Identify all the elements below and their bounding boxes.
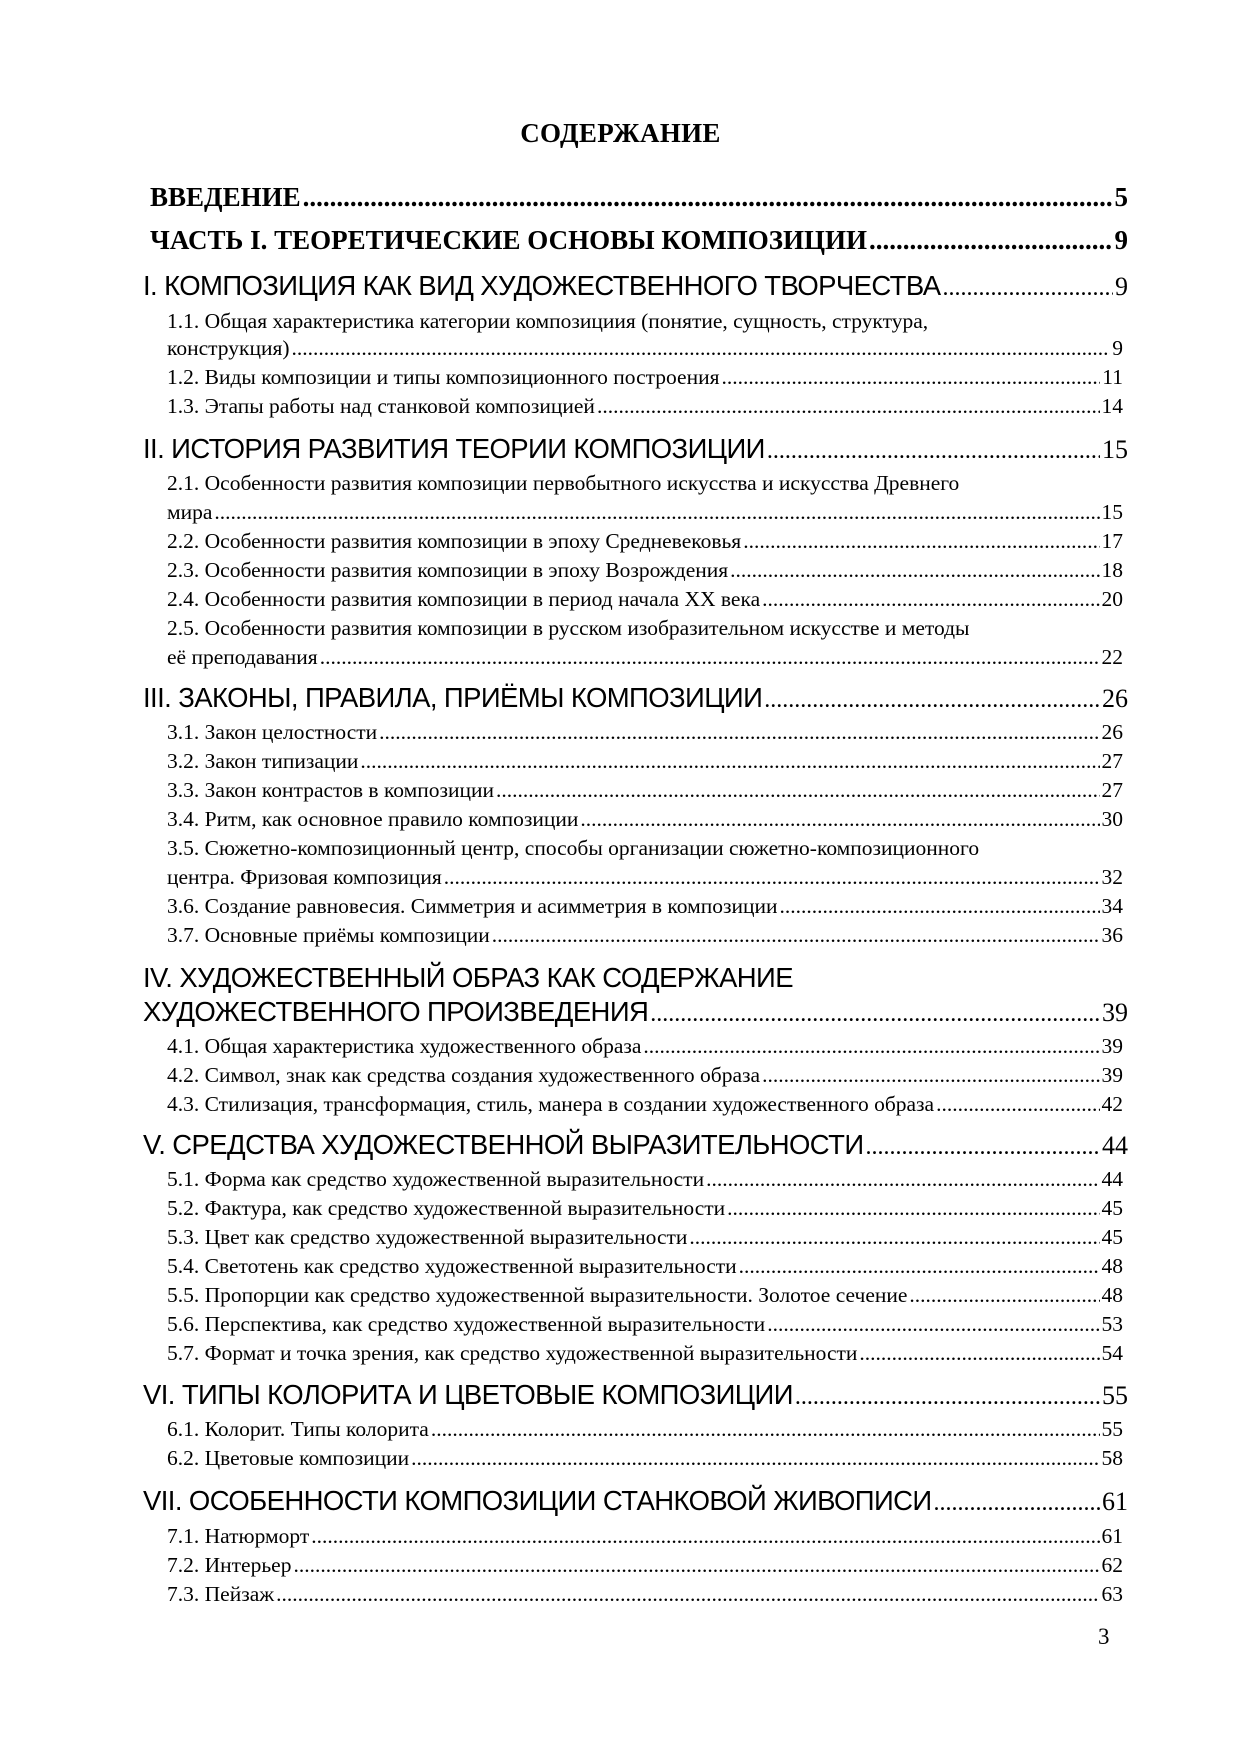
toc-entry-label: III. ЗАКОНЫ, ПРАВИЛА, ПРИЁМЫ КОМПОЗИЦИИ bbox=[143, 682, 763, 713]
toc-entry-label: 3.2. Закон типизации bbox=[167, 749, 359, 773]
dot-leader bbox=[909, 1283, 1099, 1308]
toc-section-3-5-line1[interactable]: 3.5. Сюжетно-композиционный центр, способы организации сюжетно-композиционного bbox=[167, 836, 980, 860]
dot-leader bbox=[689, 1225, 1099, 1250]
toc-entry-page: 27 bbox=[1101, 749, 1123, 773]
toc-entry-page: 44 bbox=[1101, 1167, 1123, 1191]
dot-leader bbox=[859, 1341, 1099, 1366]
toc-entry-label: 1.2. Виды композиции и типы композиционного построения bbox=[167, 365, 720, 389]
toc-entry-page: 15 bbox=[1102, 435, 1128, 464]
toc-section-3-1[interactable] bbox=[167, 720, 1123, 745]
dot-leader bbox=[411, 1446, 1099, 1471]
toc-entry-label: ХУДОЖЕСТВЕННОГО ПРОИЗВЕДЕНИЯ bbox=[143, 996, 649, 1027]
toc-entry-page: 22 bbox=[1101, 645, 1123, 669]
toc-section-5-3[interactable] bbox=[167, 1225, 1123, 1250]
toc-entry-page: 27 bbox=[1101, 778, 1123, 802]
toc-entry-page: 54 bbox=[1101, 1341, 1123, 1365]
toc-entry-label: 5.2. Фактура, как средство художественной выразительности bbox=[167, 1196, 726, 1220]
dot-leader bbox=[795, 1384, 1100, 1411]
toc-section-7-1[interactable] bbox=[167, 1524, 1123, 1549]
dot-leader bbox=[303, 182, 1113, 213]
dot-leader bbox=[739, 1254, 1100, 1279]
dot-leader bbox=[936, 1092, 1099, 1117]
toc-entry-page: 11 bbox=[1102, 365, 1123, 389]
toc-section-3-6[interactable] bbox=[167, 894, 1123, 919]
toc-entry-page: 17 bbox=[1101, 529, 1123, 553]
dot-leader bbox=[942, 275, 1113, 302]
toc-entry-label: 5.6. Перспектива, как средство художественной выразительности bbox=[167, 1312, 766, 1336]
toc-entry-label: 5.4. Светотень как средство художественной выразительности bbox=[167, 1254, 737, 1278]
toc-entry-page: 14 bbox=[1101, 394, 1123, 418]
dot-leader bbox=[730, 558, 1099, 583]
toc-entry-label: I. КОМПОЗИЦИЯ КАК ВИД ХУДОЖЕСТВЕННОГО ТВОРЧЕСТВА bbox=[143, 270, 941, 301]
toc-section-2-4[interactable] bbox=[167, 587, 1123, 612]
dot-leader bbox=[292, 336, 1111, 361]
toc-chapter-6[interactable] bbox=[143, 1379, 1128, 1411]
toc-entry-label: 7.1. Натюрморт bbox=[167, 1524, 310, 1548]
toc-entry-label: 3.3. Закон контрастов в композиции bbox=[167, 778, 495, 802]
toc-entry-page: 44 bbox=[1102, 1131, 1128, 1160]
toc-entry-label: 6.2. Цветовые композиции bbox=[167, 1446, 410, 1470]
dot-leader bbox=[762, 587, 1099, 612]
dot-leader bbox=[444, 865, 1100, 890]
toc-entry-page: 39 bbox=[1101, 1063, 1123, 1087]
toc-chapter-1[interactable] bbox=[143, 270, 1128, 302]
dot-leader bbox=[767, 438, 1100, 465]
toc-entry-page: 63 bbox=[1101, 1582, 1123, 1606]
toc-section-2-5[interactable] bbox=[167, 645, 1123, 670]
dot-leader bbox=[762, 1063, 1099, 1088]
toc-section-1-3[interactable] bbox=[167, 394, 1123, 419]
toc-entry-page: 48 bbox=[1101, 1283, 1123, 1307]
toc-section-3-2[interactable] bbox=[167, 749, 1123, 774]
toc-entry-page: 61 bbox=[1102, 1487, 1128, 1516]
dot-leader bbox=[650, 1001, 1100, 1028]
dot-leader bbox=[743, 529, 1099, 554]
dot-leader bbox=[379, 720, 1099, 745]
toc-section-3-5[interactable] bbox=[167, 865, 1123, 890]
dot-leader bbox=[865, 1134, 1100, 1161]
toc-section-5-2[interactable] bbox=[167, 1196, 1123, 1221]
dot-leader bbox=[934, 1490, 1100, 1517]
dot-leader bbox=[214, 500, 1099, 525]
toc-entry-page: 5 bbox=[1114, 182, 1128, 212]
toc-entry-page: 45 bbox=[1101, 1225, 1123, 1249]
dot-leader bbox=[276, 1582, 1099, 1607]
dot-leader bbox=[780, 894, 1100, 919]
toc-entry-page: 61 bbox=[1101, 1524, 1123, 1548]
dot-leader bbox=[496, 778, 1099, 803]
toc-entry-label: центра. Фризовая композиция bbox=[167, 865, 442, 889]
toc-entry-page: 9 bbox=[1114, 225, 1128, 255]
dot-leader bbox=[721, 365, 1100, 390]
dot-leader bbox=[643, 1034, 1099, 1059]
toc-entry-label: ЧАСТЬ I. ТЕОРЕТИЧЕСКИЕ ОСНОВЫ КОМПОЗИЦИИ bbox=[150, 225, 868, 255]
toc-entry-page: 62 bbox=[1101, 1553, 1123, 1577]
toc-entry-label: 2.2. Особенности развития композиции в эпоху Средневековья bbox=[167, 529, 742, 553]
toc-entry-page: 15 bbox=[1101, 500, 1123, 524]
toc-entry-page: 18 bbox=[1101, 558, 1123, 582]
toc-section-5-6[interactable] bbox=[167, 1312, 1123, 1337]
toc-entry-page: 58 bbox=[1101, 1446, 1123, 1470]
toc-entry-page: 55 bbox=[1101, 1417, 1123, 1441]
toc-section-5-5[interactable] bbox=[167, 1283, 1123, 1308]
toc-entry-label: 5.5. Пропорции как средство художественной выразительности. Золотое сечение bbox=[167, 1283, 908, 1307]
toc-section-7-3[interactable] bbox=[167, 1582, 1123, 1607]
toc-entry-page: 9 bbox=[1115, 272, 1128, 301]
dot-leader bbox=[431, 1417, 1100, 1442]
toc-section-5-4[interactable] bbox=[167, 1254, 1123, 1279]
toc-entry-label: ВВЕДЕНИЕ bbox=[150, 182, 301, 212]
dot-leader bbox=[767, 1312, 1099, 1337]
toc-section-2-2[interactable] bbox=[167, 529, 1123, 554]
toc-entry-page: 26 bbox=[1102, 684, 1128, 713]
toc-entry-page: 39 bbox=[1102, 998, 1128, 1027]
toc-entry-label: 4.1. Общая характеристика художественного образа bbox=[167, 1034, 642, 1058]
toc-section-6-1[interactable] bbox=[167, 1417, 1123, 1442]
toc-entry-page: 20 bbox=[1101, 587, 1123, 611]
toc-entry-label: 5.3. Цвет как средство художественной выразительности bbox=[167, 1225, 688, 1249]
toc-entry-label: 3.4. Ритм, как основное правило композиции bbox=[167, 807, 579, 831]
toc-section-1-2[interactable] bbox=[167, 365, 1123, 390]
toc-section-2-5-line1[interactable]: 2.5. Особенности развития композиции в русском изобразительном искусстве и методы bbox=[167, 616, 970, 640]
dot-leader bbox=[311, 1524, 1099, 1549]
toc-entry-label: 2.3. Особенности развития композиции в эпоху Возрождения bbox=[167, 558, 729, 582]
toc-entry-introduction[interactable] bbox=[150, 182, 1128, 213]
toc-entry-page: 34 bbox=[1101, 894, 1123, 918]
dot-leader bbox=[764, 687, 1100, 714]
toc-section-5-7[interactable] bbox=[167, 1341, 1123, 1366]
toc-entry-page: 42 bbox=[1101, 1092, 1123, 1116]
dot-leader bbox=[580, 807, 1099, 832]
toc-entry-label: II. ИСТОРИЯ РАЗВИТИЯ ТЕОРИИ КОМПОЗИЦИИ bbox=[143, 433, 765, 464]
toc-chapter-7[interactable] bbox=[143, 1485, 1128, 1517]
toc-chapter-5[interactable] bbox=[143, 1129, 1128, 1161]
toc-entry-page: 39 bbox=[1101, 1034, 1123, 1058]
toc-entry-label: конструкция) bbox=[167, 336, 290, 360]
toc-entry-page: 53 bbox=[1101, 1312, 1123, 1336]
toc-entry-label: 5.7. Формат и точка зрения, как средство художественной выразительности bbox=[167, 1341, 858, 1365]
toc-entry-page: 36 bbox=[1101, 923, 1123, 947]
toc-entry-label: VII. ОСОБЕННОСТИ КОМПОЗИЦИИ СТАНКОВОЙ ЖИВОПИСИ bbox=[143, 1485, 932, 1516]
page-number: 3 bbox=[1098, 1624, 1110, 1649]
toc-entry-label: V. СРЕДСТВА ХУДОЖЕСТВЕННОЙ ВЫРАЗИТЕЛЬНОСТИ bbox=[143, 1129, 864, 1160]
toc-entry-label: 7.2. Интерьер bbox=[167, 1553, 292, 1577]
toc-entry-label: 1.3. Этапы работы над станковой композицией bbox=[167, 394, 595, 418]
dot-leader bbox=[293, 1553, 1099, 1578]
page-title: СОДЕРЖАНИЕ bbox=[520, 118, 721, 148]
dot-leader bbox=[869, 225, 1112, 256]
toc-entry-label: 3.7. Основные приёмы композиции bbox=[167, 923, 490, 947]
toc-section-4-1[interactable] bbox=[167, 1034, 1123, 1059]
toc-entry-part-1[interactable] bbox=[150, 225, 1128, 256]
toc-section-2-3[interactable] bbox=[167, 558, 1123, 583]
toc-section-5-1[interactable] bbox=[167, 1167, 1123, 1192]
toc-chapter-3[interactable] bbox=[143, 682, 1128, 714]
toc-section-4-3[interactable] bbox=[167, 1092, 1123, 1117]
toc-section-1-1-line1[interactable]: 1.1. Общая характеристика категории композициия (понятие, сущность, структура, bbox=[167, 309, 929, 333]
toc-chapter-4-line1[interactable]: IV. ХУДОЖЕСТВЕННЫЙ ОБРАЗ КАК СОДЕРЖАНИЕ bbox=[143, 962, 793, 993]
toc-entry-page: 45 bbox=[1101, 1196, 1123, 1220]
toc-section-6-2[interactable] bbox=[167, 1446, 1123, 1471]
toc-entry-label: 4.3. Стилизация, трансформация, стиль, манера в создании художественного образа bbox=[167, 1092, 935, 1116]
toc-section-7-2[interactable] bbox=[167, 1553, 1123, 1578]
dot-leader bbox=[727, 1196, 1099, 1221]
toc-entry-page: 32 bbox=[1101, 865, 1123, 889]
toc-section-3-4[interactable] bbox=[167, 807, 1123, 832]
toc-entry-page: 55 bbox=[1102, 1381, 1128, 1410]
toc-entry-page: 48 bbox=[1101, 1254, 1123, 1278]
toc-entry-label: её преподавания bbox=[167, 645, 318, 669]
dot-leader bbox=[360, 749, 1099, 774]
dot-leader bbox=[492, 923, 1100, 948]
toc-section-3-3[interactable] bbox=[167, 778, 1123, 803]
toc-entry-label: мира bbox=[167, 500, 213, 524]
toc-chapter-4[interactable] bbox=[143, 996, 1128, 1028]
toc-entry-label: 3.6. Создание равновесия. Симметрия и асимметрия в композиции bbox=[167, 894, 778, 918]
toc-entry-label: VI. ТИПЫ КОЛОРИТА И ЦВЕТОВЫЕ КОМПОЗИЦИИ bbox=[143, 1379, 793, 1410]
toc-entry-page: 30 bbox=[1101, 807, 1123, 831]
dot-leader bbox=[320, 645, 1100, 670]
dot-leader bbox=[597, 394, 1100, 419]
toc-entry-label: 7.3. Пейзаж bbox=[167, 1582, 275, 1606]
toc-entry-page: 9 bbox=[1112, 336, 1123, 360]
toc-section-2-1[interactable] bbox=[167, 500, 1123, 525]
toc-entry-label: 5.1. Форма как средство художественной выразительности bbox=[167, 1167, 705, 1191]
toc-entry-label: 2.4. Особенности развития композиции в период начала XX века bbox=[167, 587, 761, 611]
dot-leader bbox=[706, 1167, 1099, 1192]
toc-section-1-1[interactable] bbox=[167, 336, 1123, 361]
toc-entry-label: 3.1. Закон целостности bbox=[167, 720, 378, 744]
toc-chapter-2[interactable] bbox=[143, 433, 1128, 465]
toc-entry-label: 4.2. Символ, знак как средства создания художественного образа bbox=[167, 1063, 761, 1087]
toc-section-4-2[interactable] bbox=[167, 1063, 1123, 1088]
toc-entry-page: 26 bbox=[1101, 720, 1123, 744]
toc-section-3-7[interactable] bbox=[167, 923, 1123, 948]
toc-entry-label: 6.1. Колорит. Типы колорита bbox=[167, 1417, 429, 1441]
toc-section-2-1-line1[interactable]: 2.1. Особенности развития композиции первобытного искусства и искусства Древнего bbox=[167, 471, 960, 495]
